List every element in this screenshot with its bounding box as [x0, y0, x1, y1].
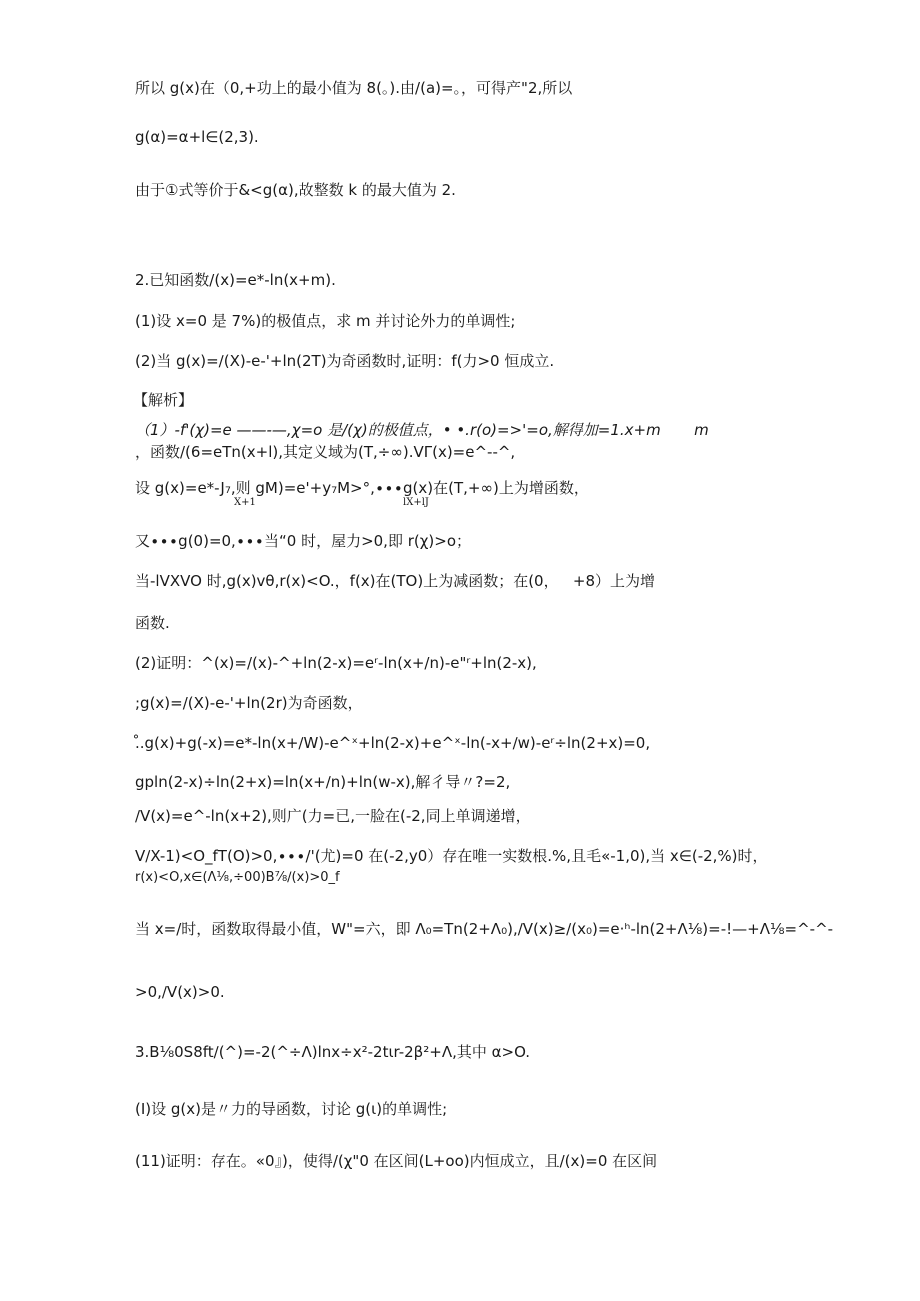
solution-line-4: 又∙∙∙g(0)=0,∙∙∙当“0 时，屋力>0,即 r(χ)>o；: [135, 532, 471, 550]
proof-line-5: ∕V(x)=e^-ln(x+2),则广(力=已,一脸在(-2,同上单调递增，: [135, 807, 531, 825]
problem-3-part-2: (11)证明：存在。«0』)，使得/(χ"0 在区间(L+oo)内恒成立，且/(x)=0 在区间: [135, 1152, 658, 1170]
solution-line-5: 当-lVXVO 时,g(x)vθ,r(x)<O.，f(x)在(TO)上为减函数；在(0， +8）上为增: [135, 572, 656, 590]
problem-2-part-1: (1)设 x=0 是 7%)的极值点，求 m 并讨论外力的单调性;: [135, 312, 516, 330]
text-line-2: g(α)=α+l∈(2,3).: [135, 128, 259, 146]
solution-line-3: 设 g(x)=e*-J₇,则 gM)=e'+y₇M>°,∙∙∙g(x)在(T,+∞)上为增函数，: [135, 479, 589, 497]
proof-line-8: 当 x=/时，函数取得最小值，W"=六，即 Λ₀=Tn(2+Λ₀),∕V(x)≥∕(x₀)=e·ʰ-ln(2+Λ⅛)=-!—+Λ⅛=^-^-: [135, 920, 834, 938]
proof-line-4: gpln(2-x)÷ln(2+x)=ln(x+∕n)+ln(w-x),解彳导〃?=2,: [135, 773, 511, 791]
proof-line-3: .̊.g(x)+g(-x)=e*-ln(x+∕W)-e^ˣ+ln(2-x)+e^ˣ-ln(-x+∕w)-eʳ÷ln(2+x)=0,: [135, 734, 651, 752]
problem-3-part-1: (I)设 g(x)是〃力的导函数，讨论 g(ι)的单调性;: [135, 1100, 448, 1118]
proof-line-9: >0,∕V(x)>0.: [135, 983, 225, 1001]
proof-line-6: V∕X-1)<O_fT(O)>0,∙∙∙/'(尤)=0 在(-2,y0）存在唯一实数根.%,且毛«-1,0),当 x∈(-2,%)时，: [135, 847, 768, 865]
subscript-fraction-1: X+1: [234, 497, 256, 508]
proof-line-1: (2)证明：^(x)=/(x)-^+ln(2-x)=eʳ-ln(x+/n)-e"ʳ+ln(2-x),: [135, 654, 537, 672]
problem-3-title: 3.B⅛0S8ft∕(^)=-2(^÷Λ)lnx÷x²-2tιr-2β²+Λ,其中 α>O.: [135, 1043, 531, 1061]
solution-line-6: 函数.: [135, 614, 170, 632]
problem-2-part-2: (2)当 g(x)=∕(X)-e-'+ln(2T)为奇函数时,证明：f(力>0 恒成立.: [135, 352, 555, 370]
text-line-3: 由于①式等价于&<g(α),故整数 k 的最大值为 2.: [135, 181, 456, 199]
proof-line-2: ;g(x)=/(X)-e-'+ln(2r)为奇函数，: [135, 694, 363, 712]
problem-2-title: 2.已知函数/(x)=e*-ln(x+m).: [135, 271, 336, 289]
solution-heading: 【解析】: [133, 391, 194, 409]
proof-line-7: r(x)<O,x∈(Λ⅛,÷00)B⅞∕(x)>0_f: [135, 870, 340, 885]
solution-line-1: （1）-f'(χ)=e ——-—,χ=o 是/(χ)的极值点，• •.r(o)=>'=o,解得加=1.x+m m: [135, 421, 709, 439]
text-line-1: 所以 g(x)在（0,+功上的最小值为 8(。).由/(a)=。，可得产"2,所以: [135, 79, 573, 97]
subscript-fraction-2: lX+lJ: [403, 497, 429, 508]
solution-line-2: ，函数/(6=eTn(x+l),其定义域为(T,÷∞).VΓ(x)=e^--^,: [135, 443, 516, 461]
